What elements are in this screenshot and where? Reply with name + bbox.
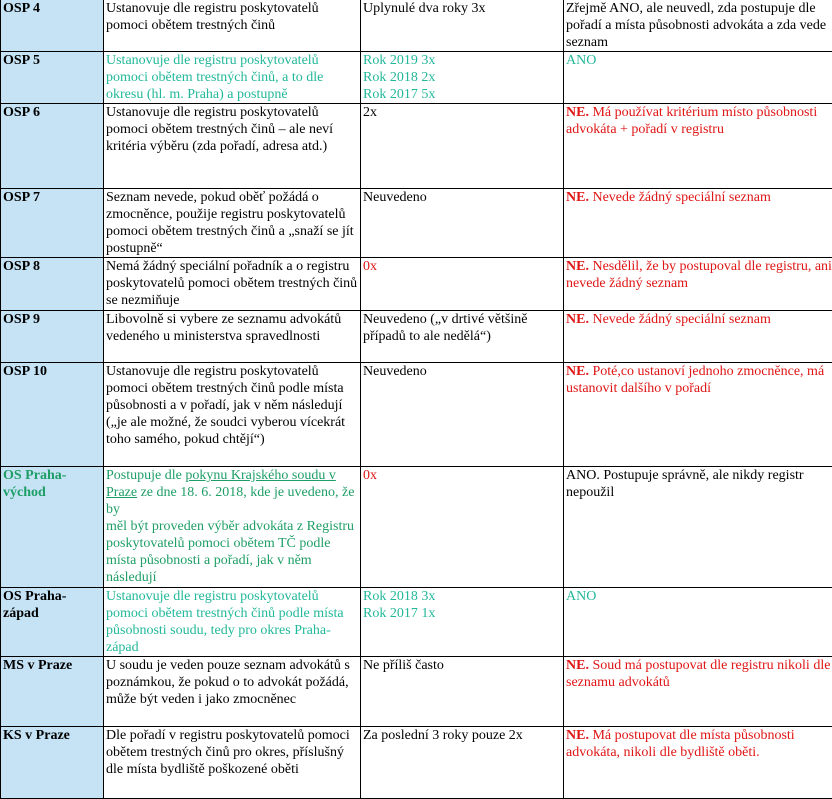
court-name: OSP 6: [1, 104, 104, 189]
court-name: OSP 4: [1, 0, 104, 52]
table-row: [1, 0, 832, 52]
assessment-verdict: NE.: [566, 728, 589, 743]
assessment-verdict: NE.: [566, 190, 589, 205]
assessment: [564, 657, 832, 727]
court-name: OSP 8: [1, 258, 104, 311]
appointment-method: U soudu je veden pouze seznam advokátů s poznámkou, že pokud o to advokát požádá, může být veden i jako zmocněnec: [104, 657, 361, 727]
table-row: [1, 588, 832, 657]
table-row: [1, 52, 832, 104]
assessment-verdict: NE.: [566, 658, 589, 673]
appointment-method: Ustanovuje dle registru poskytovatelů pomoci obětem trestných činů, a to dle okresu (hl. m. Praha) a postupně: [104, 52, 361, 104]
table-row: [1, 727, 832, 799]
court-name: KS v Praze: [1, 727, 104, 799]
assessment: ANO: [564, 588, 832, 657]
table-row: [1, 363, 832, 467]
frequency-line: Rok 2018 2x: [363, 69, 562, 86]
assessment: [564, 104, 832, 189]
frequency: [361, 52, 564, 104]
method-text: ze dne 18. 6. 2018, kde je uvedeno, že by: [106, 485, 354, 517]
frequency: 0x: [361, 258, 564, 311]
court-name: OSP 7: [1, 189, 104, 258]
frequency: 0x: [361, 467, 564, 588]
appointment-method: Nemá žádný speciální pořadník a o registru poskytovatelů pomoci obětem trestných činů se nezmiňuje: [104, 258, 361, 311]
frequency: Neuvedeno („v drtivé většině případů to ale nedělá“): [361, 311, 564, 363]
frequency: 2x: [361, 104, 564, 189]
appointment-method: Ustanovuje dle registru poskytovatelů pomoci obětem trestných činů podle místa působnosti soudu, tedy pro okres Praha-západ: [104, 588, 361, 657]
appointment-method: Ustanovuje dle registru poskytovatelů pomoci obětem trestných činů – ale neví kritéria výběru (zda pořadí, adresa atd.): [104, 104, 361, 189]
appointment-method: Ustanovuje dle registru poskytovatelů pomoci obětem trestných činů podle místa působnosti a v pořadí, jak v něm následují („je ale možné, že soudci vyberou vícekrát toho samého, pokud chtějí“): [104, 363, 361, 467]
method-intro: Postupuje dle: [106, 468, 182, 483]
assessment: Zřejmě ANO, ale neuvedl, zda postupuje dle pořadí a místa působnosti advokáta a zda vede seznam: [564, 0, 832, 52]
court-name: OSP 9: [1, 311, 104, 363]
frequency: Neuvedeno: [361, 363, 564, 467]
appointment-method: Libovolně si vybere ze seznamu advokátů vedeného u ministerstva spravedlnosti: [104, 311, 361, 363]
assessment: [564, 311, 832, 363]
court-name: OS Praha-východ: [1, 467, 104, 588]
assessment-text: Má používat kritérium místo působnosti advokáta + pořadí v registru: [566, 105, 817, 137]
court-name: OSP 5: [1, 52, 104, 104]
frequency-line: Rok 2017 5x: [363, 86, 562, 103]
frequency-line: Rok 2019 3x: [363, 52, 562, 69]
assessment: ANO: [564, 52, 832, 104]
method-text: měl být proveden výběr advokáta z Registru poskytovatelů pomoci obětem TČ podle místa působnosti a pořadí, jak v něm následují: [106, 519, 354, 585]
table-row: [1, 467, 832, 588]
assessment-text: Poté,co ustanoví jednoho zmocněnce, má ustanovit dalšího v pořadí: [566, 364, 824, 396]
assessment-verdict: NE.: [566, 312, 589, 327]
table-row: [1, 104, 832, 189]
assessment: [564, 363, 832, 467]
assessment-text: Nesdělil, že by postupoval dle registru, ani nevede žádný seznam: [566, 259, 832, 291]
table-row: [1, 258, 832, 311]
frequency: Za poslední 3 roky pouze 2x: [361, 727, 564, 799]
court-name: OSP 10: [1, 363, 104, 467]
assessment: [564, 258, 832, 311]
assessment-text: Soud má postupovat dle registru nikoli dle seznamu advokátů: [566, 658, 830, 690]
appointment-method: Ustanovuje dle registru poskytovatelů pomoci obětem trestných činů: [104, 0, 361, 52]
assessment: ANO. Postupuje správně, ale nikdy registr nepoužil: [564, 467, 832, 588]
frequency: Ne příliš často: [361, 657, 564, 727]
assessment-text: Má postupovat dle místa působnosti advokáta, nikoli dle bydliště oběti.: [566, 728, 795, 760]
appointment-method: [104, 467, 361, 588]
guideline-link[interactable]: pokynu Krajského soudu v Praze: [106, 468, 336, 500]
frequency: Neuvedeno: [361, 189, 564, 258]
frequency: [361, 588, 564, 657]
appointment-method: Seznam nevede, pokud oběť požádá o zmocněnce, použije registru poskytovatelů pomoci obětem trestných činů a „snaží se jít postupně“: [104, 189, 361, 258]
frequency-line: Rok 2017 1x: [363, 605, 562, 622]
appointment-method: Dle pořadí v registru poskytovatelů pomoci obětem trestných činů pro okres, příslušný dle místa bydliště poškozené oběti: [104, 727, 361, 799]
court-name: OS Praha-západ: [1, 588, 104, 657]
assessment: [564, 727, 832, 799]
assessment: [564, 189, 832, 258]
assessment-text: Nevede žádný speciální seznam: [592, 312, 770, 327]
table-row: [1, 189, 832, 258]
frequency-line: Rok 2018 3x: [363, 588, 562, 605]
frequency: Uplynulé dva roky 3x: [361, 0, 564, 52]
court-name: MS v Praze: [1, 657, 104, 727]
assessment-verdict: NE.: [566, 259, 589, 274]
assessment-verdict: NE.: [566, 105, 589, 120]
table-row: [1, 311, 832, 363]
assessment-text: Nevede žádný speciální seznam: [592, 190, 770, 205]
assessment-verdict: NE.: [566, 364, 589, 379]
table-row: [1, 657, 832, 727]
